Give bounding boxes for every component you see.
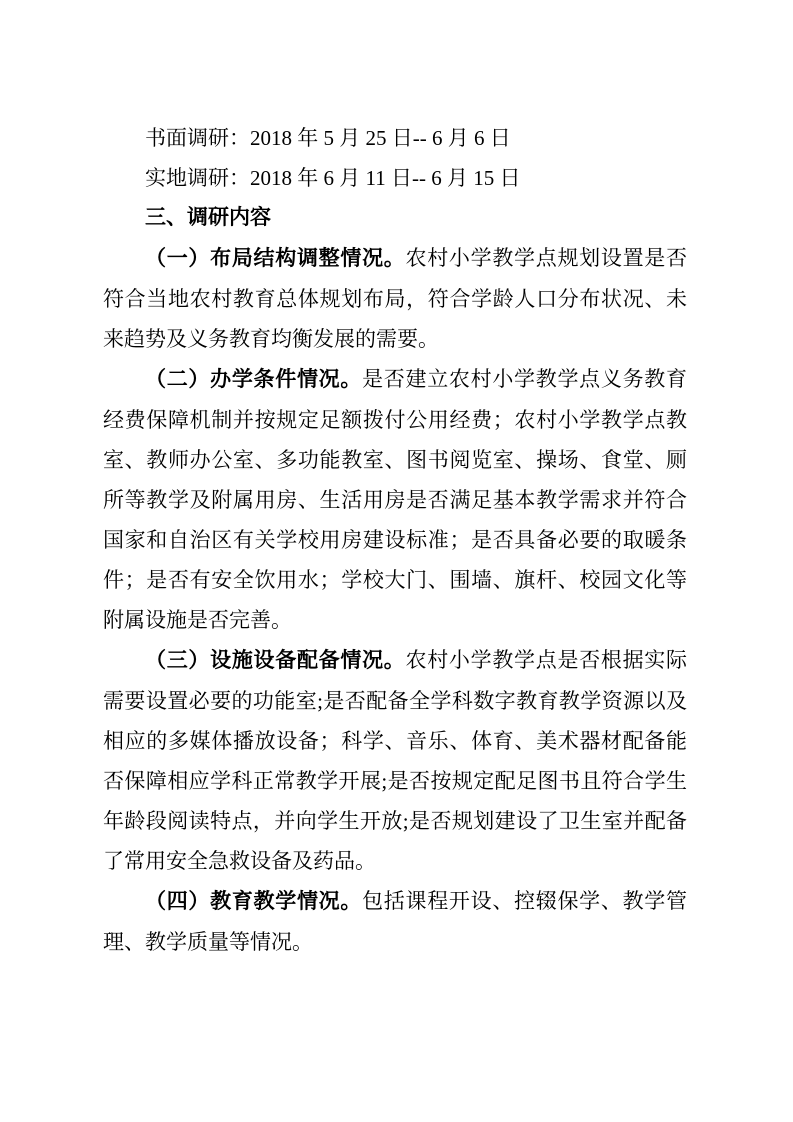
paragraph [103, 640, 687, 881]
paragraph-body: 是否建立农村小学教学点义务教育经费保障机制并按规定足额拨付公用经费；农村小学教学点教室、教师办公室、多功能教室、图书阅览室、操场、食堂、厕所等教学及附属用房、生活用房是否满足基本教学需求并符合国家和自治区有关学校用房建设标准；是否具备必要的取暖条件；是否有安全饮用水；学校大门、围墙、旗杆、校园文化等附属设施是否完善。 [103, 367, 688, 632]
paragraph-lead: 三、调研内容 [145, 206, 271, 229]
paragraph [103, 238, 687, 359]
paragraph-body: 书面调研：2018 年 5 月 25 日-- 6 月 6 日 [145, 126, 511, 150]
paragraph-lead: （三）设施设备配备情况。 [145, 649, 406, 672]
paragraph-body: 实地调研：2018 年 6 月 11 日-- 6 月 15 日 [145, 166, 521, 190]
paragraph [103, 359, 687, 640]
paragraph-lead: （一）布局结构调整情况。 [145, 247, 406, 270]
document-content [103, 118, 687, 962]
paragraph [103, 158, 687, 198]
paragraph-body: 农村小学教学点规划设置是否符合当地农村教育总体规划布局，符合学龄人口分布状况、未来趋势及义务教育均衡发展的需要。 [103, 246, 687, 351]
paragraph-body: 农村小学教学点是否根据实际需要设置必要的功能室;是否配备全学科数字教育教学资源以及相应的多媒体播放设备；科学、音乐、体育、美术器材配备能否保障相应学科正常教学开展;是否按规定配足图书且符合学生年龄段阅读特点，并向学生开放;是否规划建设了卫生室并配备了常用安全急救设备及药品。 [103, 648, 687, 873]
section-heading [103, 198, 687, 238]
paragraph [103, 118, 687, 158]
paragraph-body: 包括课程开设、控辍保学、教学管理、教学质量等情况。 [103, 889, 688, 954]
paragraph [103, 881, 687, 962]
paragraph-lead: （四）教育教学情况。 [145, 890, 363, 913]
paragraph-lead: （二）办学条件情况。 [145, 368, 363, 391]
